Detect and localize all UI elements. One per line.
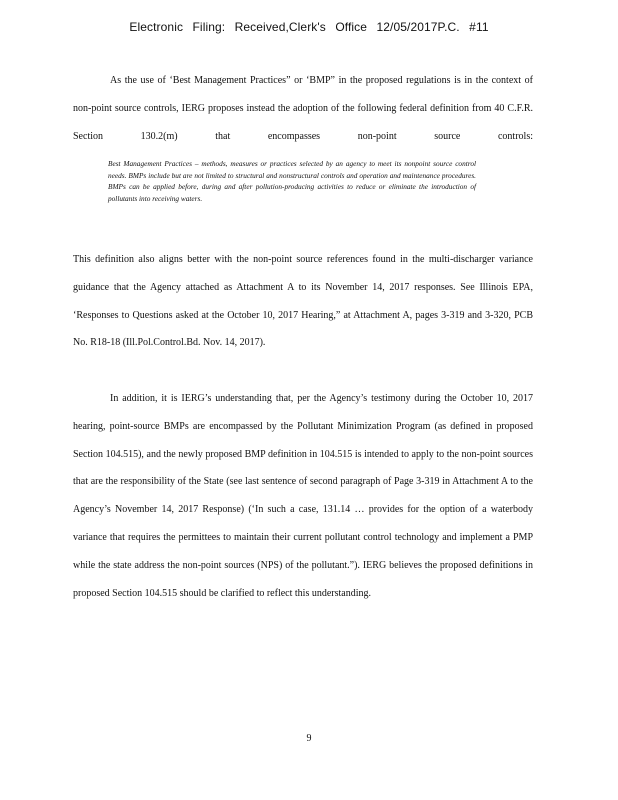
paragraph-bmp-definition-intro: As the use of ‘Best Management Practices” or ‘BMP” in the proposed regulations is in the context of non-point source controls, IERG proposes instead the adoption of the following federal definition from 40 C.F.R. Section 130.2(m) that encompasses non-point source controls: <box>73 75 533 142</box>
page-number: 9 <box>306 733 312 744</box>
paragraph-multi-discharger-guidance: This definition also aligns better with the non-point source references found in the multi-discharger variance guidance that the Agency attached as Attachment A to its November 14, 2017 responses. See Illinois EPA, ‘Responses to Questions asked at the October 10, 2017 Hearing,” at Attachment A, pages 3-319 and 3-320, PCB No. R18-18 (Ill.Pol.Control.Bd. Nov. 14, 2017). <box>73 254 533 349</box>
block-quote-cfr-definition: Best Management Practices – methods, measures or practices selected by an agency to meet its nonpoint source control needs. BMPs include but are not limited to structural and nonstructural controls and operation and maintenance procedures. BMPs can be applied before, during and after pollution-producing activities to reduce or eliminate the introduction of pollutants into receiving waters. <box>108 159 476 203</box>
paragraph-ierg-understanding: In addition, it is IERG’s understanding that, per the Agency’s testimony during the October 10, 2017 hearing, point-source BMPs are encompassed by the Pollutant Minimization Program (as defined in proposed Section 104.515), and the newly proposed BMP definition in 104.515 is intended to apply to the non-point sources that are the responsibility of the State (see last sentence of second paragraph of Page 3-319 in Attachment A to the Agency’s November 14, 2017 Response) (‘In such a case, 131.14 … provides for the option of a waterbody variance that requires the permittees to maintain their current pollutant control technology and implement a PMP while the state address the non-point sources (NPS) of the pollutant.”). IERG believes the proposed definitions in proposed Section 104.515 should be clarified to reflect this understanding. <box>73 393 533 599</box>
filing-stamp-header: Electronic Filing: Received,Clerk's Office 12/05/2017P.C. #11 <box>129 20 489 34</box>
